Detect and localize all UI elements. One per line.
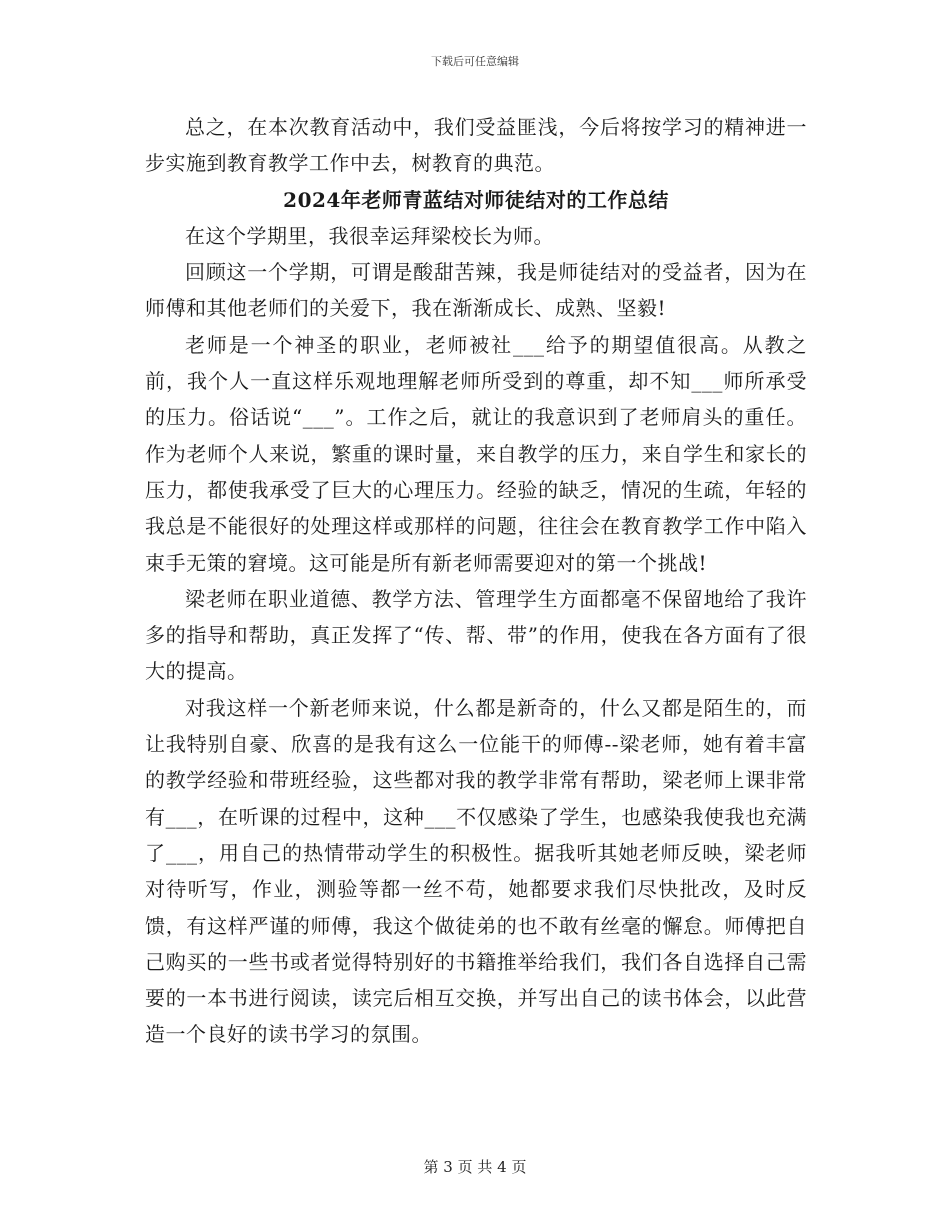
page-number: 第 3 页 共 4 页 xyxy=(423,1158,527,1176)
document-title: 2024年老师青蓝结对师徒结对的工作总结 xyxy=(283,187,669,212)
document-body xyxy=(145,109,807,1053)
paragraph-3: 老师是一个神圣的职业，老师被社___给予的期望值很高。从教之前，我个人一直这样乐观地理解老师所受到的尊重，却不知___师所承受的压力。俗话说“___”。工作之后，就让的我意识到了老师肩头的重任。作为老师个人来说，繁重的课时量，来自教学的压力，来自学生和家长的压力，都使我承受了巨大的心理压力。经验的缺乏，情况的生疏，年轻的我总是不能很好的处理这样或那样的问题，往往会在教育教学工作中陷入束手无策的窘境。这可能是所有新老师需要迎对的第一个挑战! xyxy=(145,332,807,575)
paragraph-5: 对我这样一个新老师来说，什么都是新奇的，什么又都是陌生的，而让我特别自豪、欣喜的是我有这么一位能干的师傅--梁老师，她有着丰富的教学经验和带班经验，这些都对我的教学非常有帮助，梁老师上课非常有___，在听课的过程中，这种___不仅感染了学生，也感染我使我也充满了___，用自己的热情带动学生的积极性。据我听其她老师反映，梁老师对待听写，作业，测验等都一丝不苟，她都要求我们尽快批改，及时反馈，有这样严谨的师傅，我这个做徒弟的也不敢有丝毫的懈怠。师傅把自己购买的一些书或者觉得特别好的书籍推举给我们，我们各自选择自己需要的一本书进行阅读，读完后相互交换，并写出自己的读书体会，以此营造一个良好的读书学习的氛围。 xyxy=(145,695,807,1047)
paragraph-4: 梁老师在职业道德、教学方法、管理学生方面都毫不保留地给了我许多的指导和帮助，真正发挥了“传、帮、带”的作用，使我在各方面有了很大的提高。 xyxy=(145,586,807,684)
paragraph-1: 在这个学期里，我很幸运拜梁校长为师。 xyxy=(185,223,554,248)
paragraph-conclusion: 总之，在本次教育活动中，我们受益匪浅，今后将按学习的精神进一步实施到教育教学工作中去，树教育的典范。 xyxy=(145,115,807,176)
page-header-note: 下载后可任意编辑 xyxy=(431,55,519,68)
paragraph-2: 回顾这一个学期，可谓是酸甜苦辣，我是师徒结对的受益者，因为在师傅和其他老师们的关爱下，我在渐渐成长、成熟、坚毅! xyxy=(145,260,807,321)
